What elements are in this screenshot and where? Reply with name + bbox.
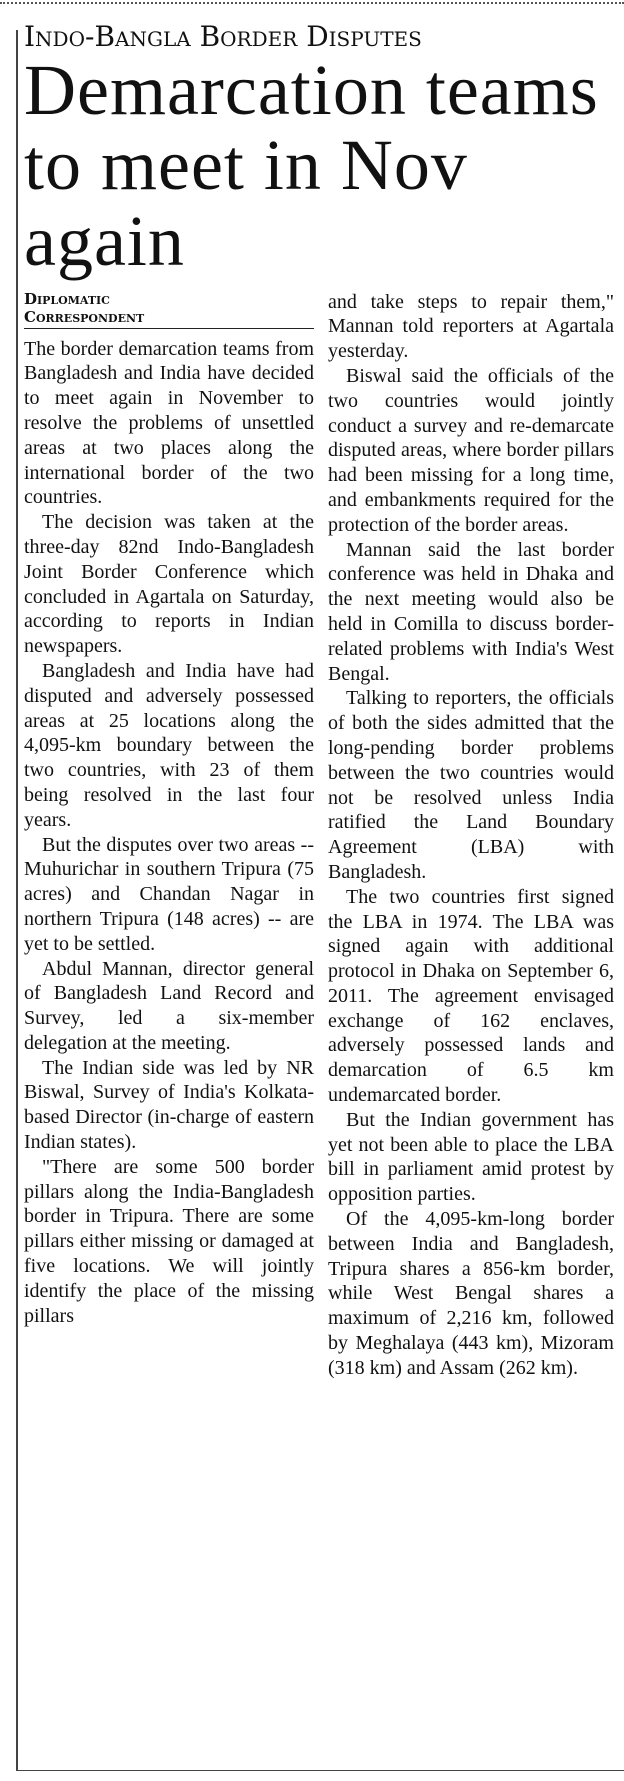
paragraph: Mannan said the last border conference was held in Dhaka and the next meeting would also be held in Comilla to discuss border-related problems with India's West Bengal. — [328, 538, 614, 685]
byline-line-2: Correspondent — [24, 307, 145, 326]
headline: Demarcation teams to meet in Nov again — [24, 49, 599, 281]
paragraph: The border demarcation teams from Bangladesh and India have decided to meet again in November to resolve the problems of unsettled areas at two places along the international border of the two countries. — [24, 337, 314, 509]
paragraph: The Indian side was led by NR Biswal, Survey of India's Kolkata-based Director (in-charge of eastern Indian states). — [24, 1056, 314, 1154]
paragraph: But the Indian government has yet not been able to place the LBA bill in parliament amid protest by opposition parties. — [328, 1108, 614, 1206]
paragraph: Abdul Mannan, director general of Bangladesh Land Record and Survey, led a six-member delegation at the meeting. — [24, 957, 314, 1054]
paragraph: The decision was taken at the three-day 82nd Indo-Bangladesh Joint Border Conference which concluded in Agartala on Saturday, according to reports in Indian newspapers. — [24, 511, 314, 658]
byline-line-1: Diplomatic — [24, 289, 110, 308]
paragraph-continued: and take steps to repair them," Mannan told reporters at Agartala yesterday. — [328, 290, 614, 363]
paragraph: The two countries first signed the LBA in 1974. The LBA was signed again with additional protocol in Dhaka on September 6, 2011. The agreement envisaged exchange of 162 enclaves, adversely possessed lands and demarcation of 6.5 km undemarcated border. — [328, 885, 614, 1107]
paragraph: Bangladesh and India have had disputed and adversely possessed areas at 25 locations along the 4,095-km boundary between the two countries, with 23 of them being resolved in the last four years. — [24, 659, 314, 831]
left-column — [24, 290, 314, 1381]
paragraph: Talking to reporters, the officials of both the sides admitted that the long-pending border problems between the two countries would not be resolved unless India ratified the Land Boundary Agreement (LBA) with Bangladesh. — [328, 687, 614, 883]
left-column-rule — [16, 30, 18, 1770]
paragraph: But the disputes over two areas -- Muhurichar in southern Tripura (75 acres) and Chandan Nagar in northern Tripura (148 acres) -- are yet to be settled. — [24, 833, 314, 955]
paragraph: Of the 4,095-km-long border between India and Bangladesh, Tripura shares a 856-km border, while West Bengal shares a maximum of 2,216 km, followed by Meghalaya (443 km), Mizoram (318 km) and Assam (262 km). — [328, 1208, 614, 1379]
kicker: Indo-Bangla Border Disputes — [24, 20, 422, 53]
news-article — [24, 22, 618, 1381]
bottom-rule — [16, 1770, 624, 1771]
right-column — [328, 290, 614, 1381]
byline — [24, 290, 314, 329]
top-dotted-rule — [0, 2, 624, 4]
paragraph: "There are some 500 border pillars along the India-Bangladesh border in Tripura. There are some pillars either missing or damaged at five locations. We will jointly identify the place of the missing pillars — [24, 1155, 314, 1327]
article-columns — [24, 290, 618, 1381]
paragraph: Biswal said the officials of the two countries would jointly conduct a survey and re-demarcate disputed areas, where border pillars had been missing for a long time, and embankments required for the protection of the border areas. — [328, 364, 614, 536]
